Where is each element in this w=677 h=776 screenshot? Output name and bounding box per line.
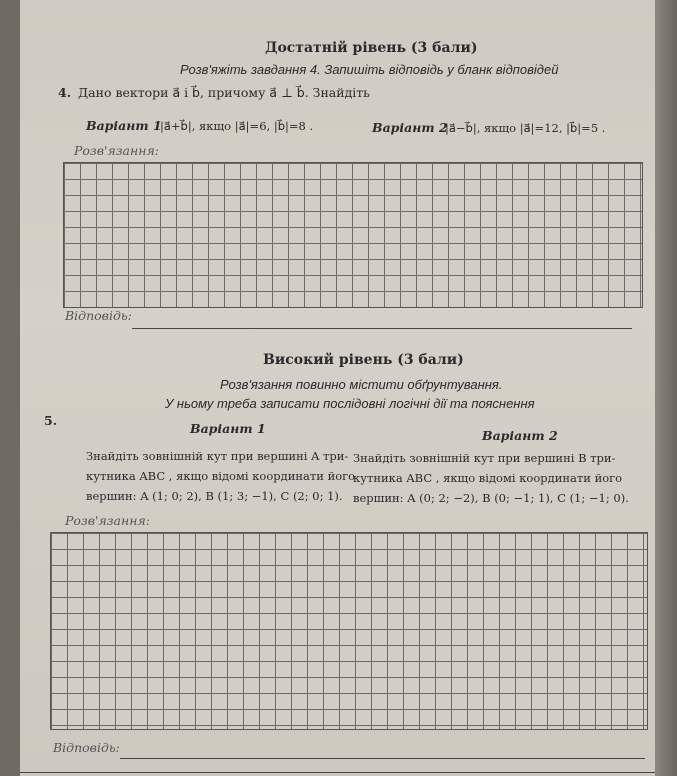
task4-solution-grid[interactable] xyxy=(63,162,643,308)
task4-variant2-label: Варіант 2 xyxy=(372,120,448,135)
task5-variant2-line2: кутника ABC , якщо відомі координати його xyxy=(353,471,623,485)
section1-instruction: Розв'яжіть завдання 4. Запишіть відповідь у бланк відповідей xyxy=(180,62,559,77)
task4-answer-label: Відповідь: xyxy=(65,308,132,323)
task4-variant1-label: Варіант 1 xyxy=(86,118,162,133)
task5-number: 5. xyxy=(44,413,58,428)
task5-solution-label: Розв'язання: xyxy=(65,513,150,528)
task5-variant1-line1: Знайдіть зовнішній кут при вершині A три- xyxy=(86,449,349,463)
section2-title: Високий рівень (3 бали) xyxy=(263,352,464,368)
task4-number: 4. xyxy=(58,85,72,100)
task4-solution-label: Розв'язання: xyxy=(74,143,159,158)
worksheet-page xyxy=(20,0,672,776)
page-bottom-rule xyxy=(20,772,660,773)
page-edge-shadow xyxy=(655,0,677,776)
task5-variant2-label: Варіант 2 xyxy=(482,428,558,443)
task5-variant1-line3: вершин: A (1; 0; 2), B (1; 3; −1), C (2; 0; 1). xyxy=(86,489,343,503)
section2-instruction-line1: Розв'язання повинно містити обґрунтування. xyxy=(220,377,503,392)
task5-variant2-line1: Знайдіть зовнішній кут при вершині B три- xyxy=(353,451,616,465)
section2-instruction-line2: У ньому треба записати послідовні логічні дії та пояснення xyxy=(165,396,535,411)
task5-answer-line[interactable] xyxy=(120,758,645,759)
task5-variant2-line3: вершин: A (0; 2; −2), B (0; −1; 1), C (1; −1; 0). xyxy=(353,491,629,505)
task5-solution-grid[interactable] xyxy=(50,532,648,730)
task5-variant1-label: Варіант 1 xyxy=(190,421,266,436)
task4-answer-line[interactable] xyxy=(132,328,632,329)
task4-variant2-text: |a⃗−b⃗|, якщо |a⃗|=12, |b⃗|=5 . xyxy=(445,121,606,135)
task4-variant1-text: |a⃗+b⃗|, якщо |a⃗|=6, |b⃗|=8 . xyxy=(160,119,314,133)
section1-title: Достатній рівень (3 бали) xyxy=(265,40,478,56)
task5-answer-label: Відповідь: xyxy=(53,740,120,755)
task4-text: Дано вектори a⃗ і b⃗, причому a⃗ ⊥ b⃗. Знайдіть xyxy=(78,85,370,100)
task5-variant1-line2: кутника ABC , якщо відомі координати його xyxy=(86,469,356,483)
